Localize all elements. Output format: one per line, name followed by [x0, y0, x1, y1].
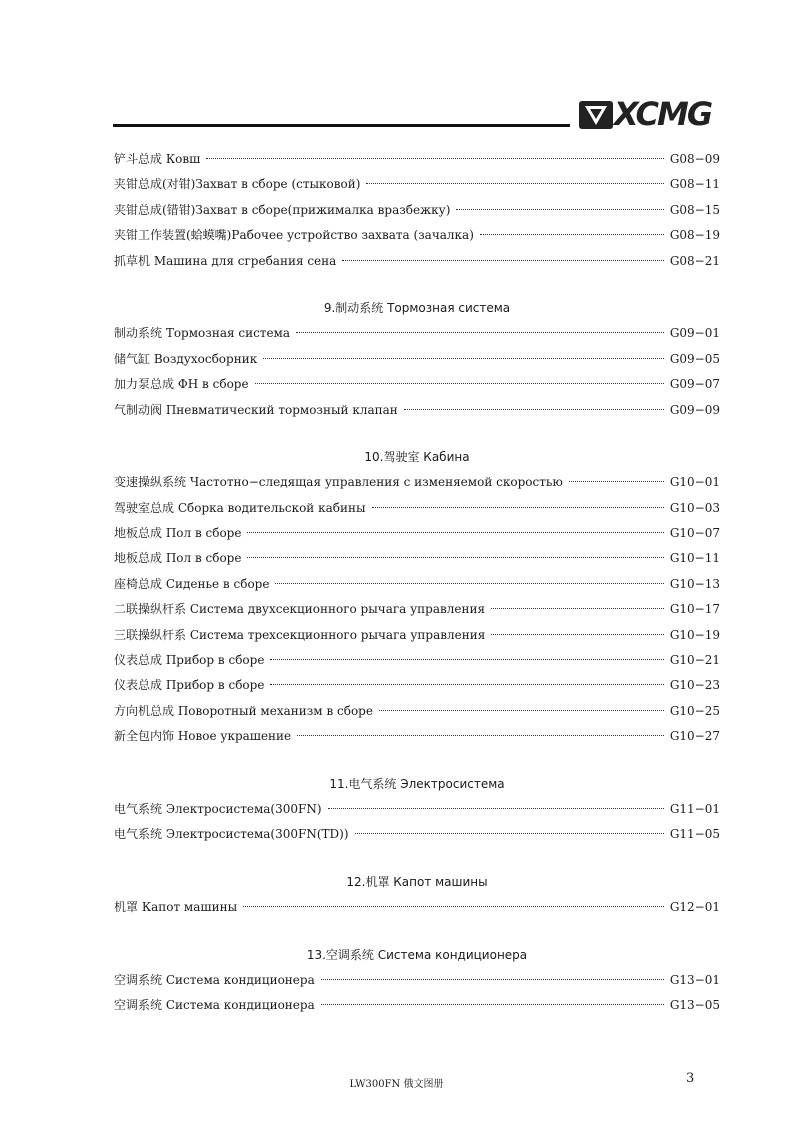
toc-entry-title: 加力泵总成 ФН в сборе [114, 377, 249, 392]
dot-leader [255, 383, 664, 384]
toc-entry-title: 制动系统 Тормозная система [114, 326, 291, 341]
toc-entry[interactable] [114, 648, 720, 673]
toc-entry-title: 夹钳总成(对钳)Захват в сборе (стыковой) [114, 177, 361, 192]
section-heading: 13.空调系统 Система кондиционера [306, 947, 528, 962]
toc-entry[interactable] [114, 797, 720, 822]
toc-entry[interactable] [114, 546, 720, 571]
footer-label: LW300FN 俄文图册 [349, 1079, 444, 1090]
toc-entry[interactable] [114, 968, 720, 993]
toc-section-hood [114, 870, 720, 921]
toc-entry-title: 仪表总成 Прибор в сборе [114, 653, 265, 668]
dot-leader [372, 507, 664, 508]
toc-entry-page: G10−11 [669, 551, 720, 566]
toc-entry-page: G12−01 [669, 900, 720, 915]
toc-entry-title: 抓草机 Машина для сгребания сена [114, 253, 337, 268]
toc-entry-title: 夹钳总成(错钳)Захват в сборе(прижималка вразбежку) [114, 202, 451, 217]
toc-group-loader-attachments [114, 147, 720, 274]
toc-entry-page: G09−05 [669, 351, 720, 366]
toc-entry[interactable] [114, 597, 720, 622]
toc-entry-title: 空调系统 Система кондиционера [114, 998, 315, 1013]
toc-entry-page: G10−03 [669, 500, 720, 515]
dot-leader [366, 183, 663, 184]
dot-leader [379, 710, 664, 711]
dot-leader [296, 332, 664, 333]
toc-entry-page: G10−21 [669, 653, 720, 668]
dot-leader [270, 684, 663, 685]
toc-entry[interactable] [114, 496, 720, 521]
toc-entry-page: G10−07 [669, 526, 720, 541]
toc-entry[interactable] [114, 172, 720, 197]
toc-entry-title: 二联操纵杆系 Система двухсекционного рычага управления [114, 602, 486, 617]
toc-entry-page: G09−09 [669, 402, 720, 417]
dot-leader [342, 260, 664, 261]
toc-entry-page: G08−11 [669, 177, 720, 192]
toc-entry-page: G09−01 [669, 326, 720, 341]
toc-entry[interactable] [114, 521, 720, 546]
toc-entry-title: 机罩 Капот машины [114, 900, 238, 915]
toc-entry[interactable] [114, 249, 720, 274]
toc-entry[interactable] [114, 470, 720, 495]
toc-entry-title: 变速操纵系统 Частотно−следящая управления с изменяемой скоростью [114, 475, 563, 490]
dot-leader [404, 409, 664, 410]
toc-entry-title: 电气系统 Электросистема(300FN(TD)) [114, 827, 349, 842]
toc-entry-title: 空调系统 Система кондиционера [114, 972, 315, 987]
dot-leader [297, 735, 664, 736]
xcmg-logo-mark-icon [578, 98, 614, 132]
toc-entry-title: 地板总成 Пол в сборе [114, 526, 242, 541]
toc-entry-title: 方向机总成 Поворотный механизм в сборе [114, 703, 373, 718]
dot-leader [355, 833, 664, 834]
toc-entry[interactable] [114, 699, 720, 724]
toc-section-electrical [114, 772, 720, 848]
section-heading: 10.驾驶室 Кабина [364, 449, 470, 464]
toc-entry[interactable] [114, 398, 720, 423]
toc-entry[interactable] [114, 347, 720, 372]
toc-entry-page: G08−15 [669, 202, 720, 217]
dot-leader [569, 481, 664, 482]
toc-entry[interactable] [114, 993, 720, 1018]
toc-entry-page: G10−17 [669, 602, 720, 617]
toc-entry-page: G13−05 [669, 998, 720, 1013]
dot-leader [247, 557, 663, 558]
toc-entry[interactable] [114, 724, 720, 749]
section-heading: 11.电气系统 Электросистема [329, 776, 505, 791]
toc-entry-page: G09−07 [669, 377, 720, 392]
dot-leader [270, 659, 663, 660]
toc-section-cab [114, 445, 720, 750]
toc-entry-page: G08−09 [669, 152, 720, 166]
toc-entry-page: G13−01 [669, 972, 720, 987]
toc-entry-title: 地板总成 Пол в сборе [114, 551, 242, 566]
dot-leader [263, 358, 664, 359]
dot-leader [491, 608, 664, 609]
toc-entry-page: G10−13 [669, 576, 720, 591]
section-heading: 12.机罩 Капот машины [346, 874, 488, 889]
toc-entry[interactable] [114, 147, 720, 172]
toc-entry-page: G11−05 [669, 827, 720, 842]
toc-entry[interactable] [114, 673, 720, 698]
toc-section-brake-system [114, 296, 720, 423]
dot-leader [275, 583, 663, 584]
header-rule [113, 124, 570, 127]
dot-leader [491, 634, 664, 635]
toc-section-air-conditioning [114, 943, 720, 1019]
dot-leader [243, 906, 664, 907]
toc-entry[interactable] [114, 572, 720, 597]
dot-leader [321, 979, 664, 980]
toc-entry-page: G10−01 [669, 475, 720, 490]
toc-entry[interactable] [114, 895, 720, 920]
toc-entry-title: 气制动阀 Пневматический тормозный клапан [114, 402, 398, 417]
toc-entry-title: 电气系统 Электросистема(300FN) [114, 801, 322, 816]
toc-entry-title: 夹钳工作装置(蛤蟆嘴)Рабочее устройство захвата (зачалка) [114, 228, 474, 243]
dot-leader [456, 209, 663, 210]
dot-leader [206, 158, 664, 159]
toc-entry-title: 驾驶室总成 Сборка водительской кабины [114, 500, 366, 515]
toc-entry[interactable] [114, 321, 720, 346]
toc-entry[interactable] [114, 372, 720, 397]
toc-entry-title: 新全包内饰 Новое украшение [114, 729, 292, 744]
dot-leader [328, 808, 664, 809]
toc-entry-page: G10−19 [669, 627, 720, 642]
toc-entry-title: 仪表总成 Прибор в сборе [114, 678, 265, 693]
dot-leader [321, 1004, 664, 1005]
section-heading: 9.制动系统 Тормозная система [323, 300, 511, 315]
toc-entry-page: G08−21 [669, 253, 720, 268]
toc-entry[interactable] [114, 822, 720, 847]
toc-entry-page: G08−19 [669, 228, 720, 243]
toc-entry-title: 储气缸 Воздухосборник [114, 351, 258, 366]
toc-entry-page: G10−25 [669, 703, 720, 718]
page-number: 3 [686, 1071, 695, 1086]
dot-leader [480, 234, 664, 235]
toc-entry-title: 座椅总成 Сиденье в сборе [114, 576, 270, 591]
table-of-contents [114, 147, 720, 1019]
toc-entry-page: G10−23 [669, 678, 720, 693]
toc-entry-page: G11−01 [669, 801, 720, 816]
xcmg-logo [578, 95, 720, 133]
toc-entry[interactable] [114, 623, 720, 648]
logo-text: XCMG [614, 95, 712, 133]
dot-leader [247, 532, 663, 533]
toc-entry-title: 铲斗总成 Ковш [114, 152, 201, 166]
toc-entry[interactable] [114, 198, 720, 223]
toc-entry-page: G10−27 [669, 729, 720, 744]
toc-entry-title: 三联操纵杆系 Система трехсекционного рычага управления [114, 627, 486, 642]
toc-entry[interactable] [114, 223, 720, 248]
